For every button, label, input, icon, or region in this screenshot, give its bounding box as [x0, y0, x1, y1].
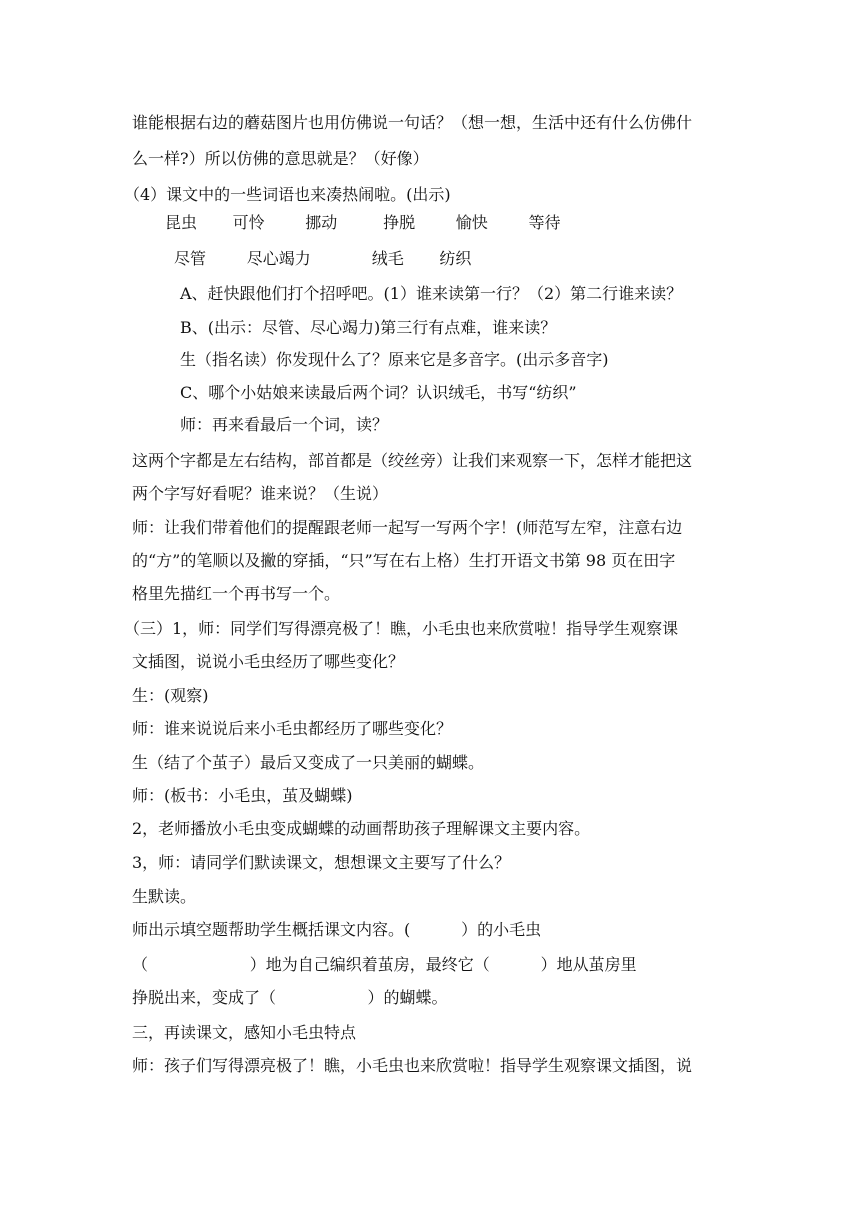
text-line: 生（指名读）你发现什么了？原来它是多音字。(出示多音字) [180, 350, 609, 369]
text-line: （三）1，师：同学们写得漂亮极了！瞧，小毛虫也来欣赏啦！指导学生观察课 [124, 619, 679, 638]
text-line: 文插图，说说小毛虫经历了哪些变化？ [132, 652, 405, 671]
text-line: 生：(观察) [132, 686, 209, 705]
text-line: 生（结了个茧子）最后又变成了一只美丽的蝴蝶。 [132, 753, 485, 772]
text-line: 师：让我们带着他们的提醒跟老师一起写一写两个字！(师范写左窄，注意右边 [132, 518, 683, 537]
text-line: C、哪个小姑娘来读最后两个词？认识绒毛，书写“纺织” [180, 383, 577, 402]
text-line: 格里先描红一个再书写一个。 [132, 584, 341, 603]
text-line: 师：(板书：小毛虫，茧及蝴蝶) [132, 786, 353, 805]
text-line: 师：孩子们写得漂亮极了！瞧，小毛虫也来欣赏啦！指导学生观察课文插图，说 [132, 1056, 693, 1075]
vocab-row: 昆虫 可怜 挪动 挣脱 愉快 等待 [165, 213, 561, 232]
text-line: 挣脱出来，变成了（ ）的蝴蝶。 [132, 988, 448, 1007]
text-line: 3，师：请同学们默读课文，想想课文主要写了什么？ [132, 853, 511, 872]
text-line: 谁能根据右边的蘑菇图片也用仿佛说一句话？（想一想，生活中还有什么仿佛什 [132, 113, 693, 132]
section-heading: 三，再读课文，感知小毛虫特点 [132, 1023, 357, 1042]
text-line: B、(出示：尽管、尽心竭力)第三行有点难，谁来读？ [180, 318, 557, 337]
text-line: 么一样?）所以仿佛的意思就是？（好像） [132, 149, 429, 168]
text-line: 师出示填空题帮助学生概括课文内容。( ）的小毛虫 [132, 920, 542, 939]
text-line: （ ）地为自己编织着茧房，最终它（ ）地从茧房里 [132, 955, 637, 974]
text-line: 两个字写好看呢？谁来说？（生说） [132, 484, 389, 503]
text-line: 的“方”的笔顺以及撇的穿插，“只”写在右上格）生打开语文书第 98 页在田字 [132, 551, 676, 570]
text-line: 师：谁来说说后来小毛虫都经历了哪些变化？ [132, 719, 453, 738]
text-line: 生默读。 [132, 887, 197, 906]
text-line: 这两个字都是左右结构，部首都是（绞丝旁）让我们来观察一下，怎样才能把这 [132, 451, 693, 470]
vocab-row: 尽管 尽心竭力 绒毛 纺织 [174, 249, 472, 268]
text-line: 师：再来看最后一个词，读？ [180, 415, 389, 434]
text-line: （4）课文中的一些词语也来凑热闹啦。(出示) [124, 185, 451, 204]
text-line: A、赶快跟他们打个招呼吧。(1）谁来读第一行？（2）第二行谁来读？ [180, 284, 683, 303]
text-line: 2，老师播放小毛虫变成蝴蝶的动画帮助孩子理解课文主要内容。 [132, 819, 591, 838]
